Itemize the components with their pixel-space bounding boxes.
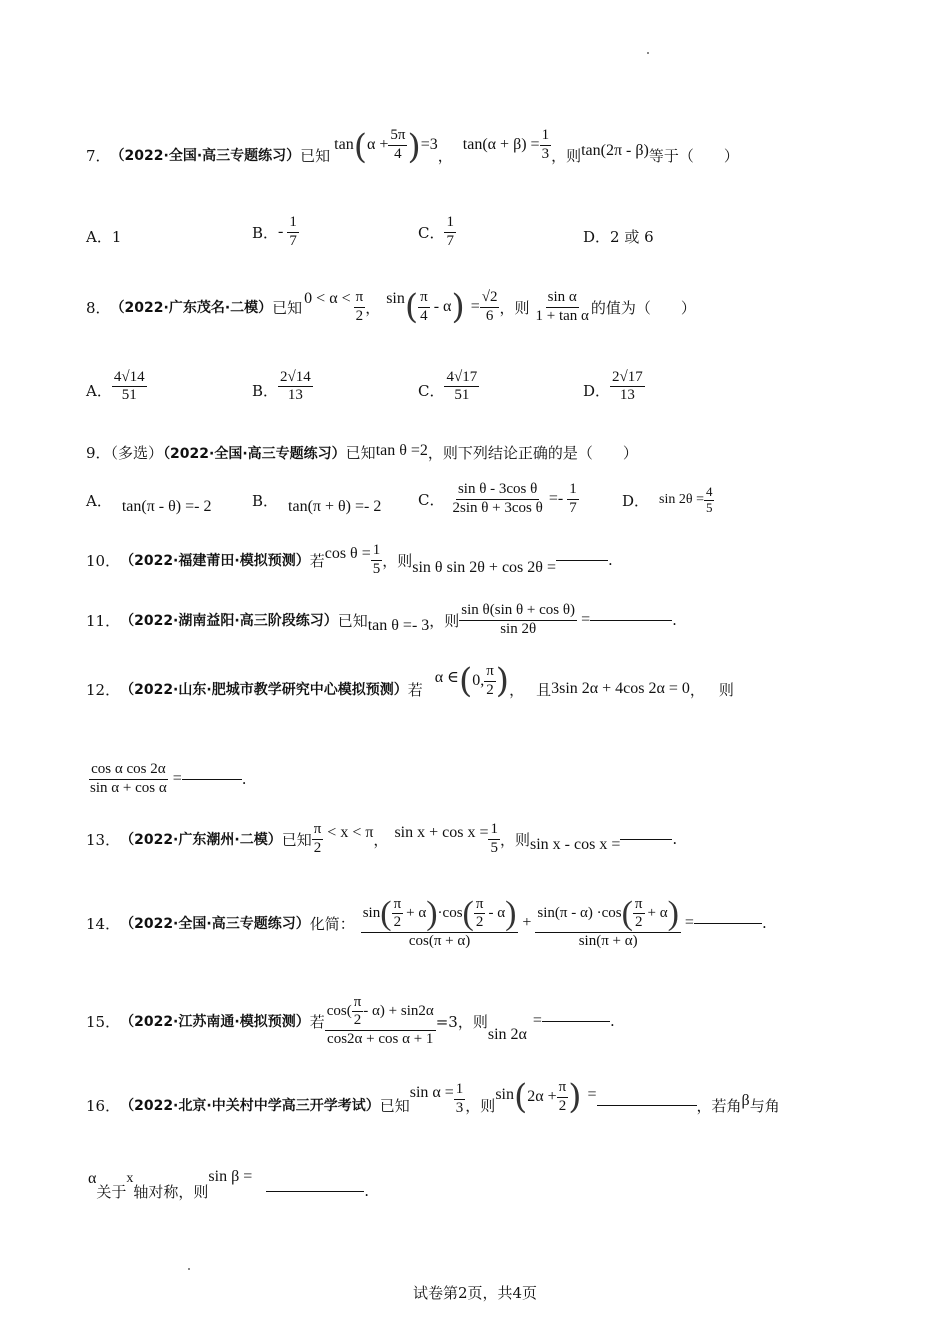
- option-c: C． $\frac{4√17}{51}$: [418, 368, 478, 403]
- math-expr: =: [684, 914, 694, 931]
- math-expr: sin θ sin 2θ + cos 2θ =: [412, 559, 556, 576]
- math-expr: - α: [433, 298, 452, 315]
- punctuation: ，: [373, 830, 389, 849]
- math-expr: sin x + cos x =: [394, 824, 489, 841]
- math-expr: cos θ =: [324, 545, 371, 562]
- punctuation: .: [609, 1012, 615, 1030]
- question-text: 已知: [345, 444, 376, 462]
- question-number: 7．: [86, 146, 111, 165]
- fraction: $\frac{1}{3}$: [455, 1081, 464, 1116]
- fraction: $\frac{5\pi}{4}$: [390, 127, 406, 162]
- question-16: 16． （2022·北京·中关村中学高三开学考试） 已知 sin α = $\frac{1}{3}$ ，则 sin ( 2α + $\frac{\pi}{2}$ ) = ，若角 β 与角: [86, 1077, 780, 1117]
- question-text: ，则: [465, 1096, 496, 1115]
- question-text: 轴对称，则: [133, 1182, 209, 1201]
- punctuation: .: [241, 770, 247, 788]
- fraction: $\frac{\text{sin θ(sin θ + cos θ)}}{\sin 2\theta}$: [461, 602, 576, 637]
- question-text: 且: [536, 680, 552, 699]
- answer-blank[interactable]: [620, 839, 672, 840]
- question-text: ，则: [429, 611, 460, 630]
- math-expr: sin α =: [409, 1084, 454, 1101]
- question-text: ，若角: [696, 1096, 742, 1115]
- mark-dot: [647, 52, 649, 54]
- option-b: B． $\frac{2√14}{13}$: [252, 368, 311, 403]
- question-text: ，则: [499, 830, 530, 849]
- fraction: $\frac{\pi}{2}$: [558, 1079, 567, 1114]
- fraction: $\frac{√2}{6}$: [481, 289, 498, 324]
- math-expr: =: [532, 1012, 542, 1029]
- option-a: A． $\frac{4√14}{51}$: [86, 368, 145, 403]
- math-expr: =: [470, 298, 480, 315]
- question-13: [86, 814, 677, 864]
- math-expr: 0,: [472, 672, 485, 689]
- option-b: B． - $\frac{1}{7}$: [252, 214, 297, 249]
- answer-blank[interactable]: [556, 560, 608, 561]
- option-a: A．1: [86, 228, 122, 246]
- punctuation: .: [607, 551, 613, 569]
- question-8: 8． （2022·广东茂名·二模） 已知 0 < α < $\frac{\pi}{2}$ ， sin ( $\frac{\pi}{4}$ - α ) = $\frac{√2}{6}$ ，则 $\frac{\text{sin α}}{\text{1 + tan α}}$ 的值为（ ）: [86, 287, 696, 327]
- math-expr: α: [88, 1170, 97, 1187]
- question-number: 16．: [86, 1096, 121, 1115]
- math-expr: +: [522, 914, 532, 931]
- question-16-continued: [88, 1160, 369, 1210]
- math-expr: =: [581, 611, 591, 628]
- fraction: $\frac{\pi}{4}$: [420, 289, 428, 324]
- option-d: D．2 或 6: [583, 228, 654, 246]
- question-7: 7． （2022·全国·高三专题练习） 已知 tan ( α + $\frac{5\pi}{4}$ ) =3 ， tan(α + β) = $\frac{1}{3}$ ，则 tan(2π - β) 等于（ ）: [86, 127, 739, 167]
- fraction: $\frac{\text{sin α}}{\text{1 + tan α}}$: [535, 289, 589, 324]
- answer-blank[interactable]: [182, 779, 242, 780]
- fraction: $\frac{\pi}{2}$: [486, 663, 494, 698]
- punctuation: ，: [365, 298, 381, 317]
- question-text: ，则: [499, 298, 530, 317]
- math-expr: =3: [420, 136, 438, 153]
- math-expr: α +: [366, 136, 389, 153]
- question-11: [86, 596, 677, 644]
- punctuation: ，: [509, 680, 525, 699]
- question-text: ，则: [551, 146, 582, 165]
- question-source: （2022·江苏南通·模拟预测）: [120, 1014, 310, 1030]
- option-d: D． $\frac{2√17}{13}$: [583, 368, 643, 403]
- question-source: （2022·广东茂名·二模）: [110, 300, 273, 316]
- question-9: [86, 442, 638, 463]
- math-expr: 2α +: [527, 1088, 557, 1105]
- question-text: 关于: [96, 1182, 127, 1201]
- question-text: 化简：: [309, 914, 355, 933]
- question-number: 11．: [86, 611, 121, 630]
- question-source: （2022·全国·高三专题练习）: [120, 916, 310, 932]
- answer-blank[interactable]: [694, 923, 762, 924]
- fraction: $\frac{1}{5}$: [372, 542, 381, 577]
- math-expr: sin x - cos x =: [530, 836, 621, 853]
- answer-blank[interactable]: [597, 1105, 697, 1106]
- question-source: （2022·湖南益阳·高三阶段练习）: [120, 613, 338, 629]
- question-source: （2022·全国·高三专题练习）: [163, 446, 346, 462]
- question-number: 12．: [86, 680, 121, 699]
- fraction: cos( $\frac{\pi}{2}$ - α) + sin2α cos2α + cos α + 1: [326, 994, 434, 1047]
- math-expr: β: [741, 1092, 750, 1109]
- math-expr: sin: [386, 290, 405, 307]
- answer-blank[interactable]: [590, 620, 672, 621]
- fraction: $\frac{\text{cos α cos 2α}}{\text{sin α + cos α}}$: [90, 761, 167, 796]
- question-tag: （多选）: [110, 444, 164, 462]
- punctuation: ，: [437, 146, 453, 165]
- question-12-continued: [88, 754, 247, 804]
- question-text: ，则: [382, 551, 413, 570]
- math-expr: < x < π: [327, 824, 374, 841]
- answer-blank[interactable]: [542, 1021, 610, 1022]
- answer-blank[interactable]: [266, 1191, 364, 1192]
- question-source: （2022·山东·肥城市教学研究中心模拟预测）: [120, 682, 408, 698]
- question-12: 12． （2022·山东·肥城市教学研究中心模拟预测） 若 α ∈ ( 0, $\frac{\pi}{2}$ ) ， 且 3sin 2α + 4cos 2α = 0 ， 则: [86, 661, 734, 701]
- question-text: 已知: [281, 830, 312, 849]
- option-b: B． tan(π + θ) =- 2: [252, 492, 382, 515]
- question-text: 则: [718, 680, 734, 699]
- question-number: 10．: [86, 551, 121, 570]
- math-expr: 3sin 2α + 4cos 2α = 0: [551, 680, 690, 697]
- math-expr: sin 2α: [487, 1026, 527, 1043]
- question-text: 已知: [337, 611, 368, 630]
- question-source: （2022·北京·中关村中学高三开学考试）: [120, 1098, 380, 1114]
- math-expr: x: [126, 1171, 134, 1186]
- fraction: sin(π - α) ·cos ( $\frac{\pi}{2}$ + α ) sin(π + α): [537, 894, 679, 949]
- punctuation: .: [672, 611, 677, 629]
- question-number: 13．: [86, 830, 121, 849]
- math-expr: sin β =: [208, 1168, 253, 1185]
- fraction: sin ( $\frac{\pi}{2}$ + α ) ·cos ( $\frac{\pi}{2}$ - α ) cos(π + α): [362, 894, 517, 949]
- fraction: $\frac{\pi}{2}$: [313, 821, 322, 856]
- page-footer: 试卷第2页，共4页: [412, 1284, 538, 1302]
- option-a: A． tan(π - θ) =- 2: [86, 492, 212, 515]
- question-15: [86, 988, 615, 1054]
- math-expr: α ∈: [434, 669, 459, 686]
- question-number: 9．: [86, 444, 111, 462]
- math-expr: =: [587, 1086, 597, 1103]
- punctuation: .: [761, 914, 767, 932]
- fraction: $\frac{\pi}{2}$: [355, 289, 364, 324]
- math-expr: tan θ =- 3: [367, 617, 430, 634]
- math-expr: tan(2π - β): [581, 142, 649, 159]
- question-source: （2022·福建莆田·模拟预测）: [120, 553, 310, 569]
- question-text: 若: [309, 1012, 325, 1031]
- option-c: C． $\frac{1}{7}$: [418, 214, 454, 249]
- question-text: 与角: [749, 1096, 780, 1115]
- question-number: 8．: [86, 298, 111, 317]
- question-source: （2022·全国·高三专题练习）: [110, 148, 301, 164]
- mark-dot: [188, 1268, 190, 1270]
- question-text: 若: [309, 551, 325, 570]
- question-10: [86, 540, 613, 580]
- question-text: 已知: [272, 298, 303, 317]
- question-source: （2022·广东潮州·二模）: [120, 832, 282, 848]
- question-text: 若: [407, 680, 423, 699]
- math-expr: tan(α + β) =: [462, 136, 540, 153]
- math-expr: 0 < α <: [304, 290, 351, 307]
- option-c: C． $\frac{\text{sin θ - 3cos θ}}{\text{2sin θ + 3cos θ}}$ =- $\frac{1}{7}$: [418, 481, 577, 516]
- math-expr: sin: [495, 1086, 514, 1103]
- question-text: 等于（ ）: [648, 146, 739, 165]
- question-14: [86, 870, 767, 976]
- question-text: 已知: [300, 146, 331, 165]
- punctuation: ，: [689, 680, 705, 699]
- fraction: $\frac{1}{3}$: [541, 127, 550, 162]
- question-number: 15．: [86, 1012, 121, 1031]
- math-expr: =: [172, 770, 182, 787]
- question-text: 的值为（ ）: [590, 298, 696, 317]
- question-number: 14．: [86, 914, 121, 933]
- punctuation: .: [364, 1182, 370, 1200]
- math-expr: tan: [334, 136, 354, 153]
- option-d: D． sin 2θ = $\frac{4}{5}$: [622, 483, 713, 515]
- question-text: =3，则: [435, 1012, 488, 1031]
- punctuation: .: [672, 830, 678, 848]
- fraction: $\frac{1}{5}$: [490, 821, 498, 856]
- question-text: ，则下列结论正确的是（ ）: [427, 444, 638, 462]
- math-expr: tan θ =2: [375, 442, 428, 459]
- question-text: 已知: [379, 1096, 410, 1115]
